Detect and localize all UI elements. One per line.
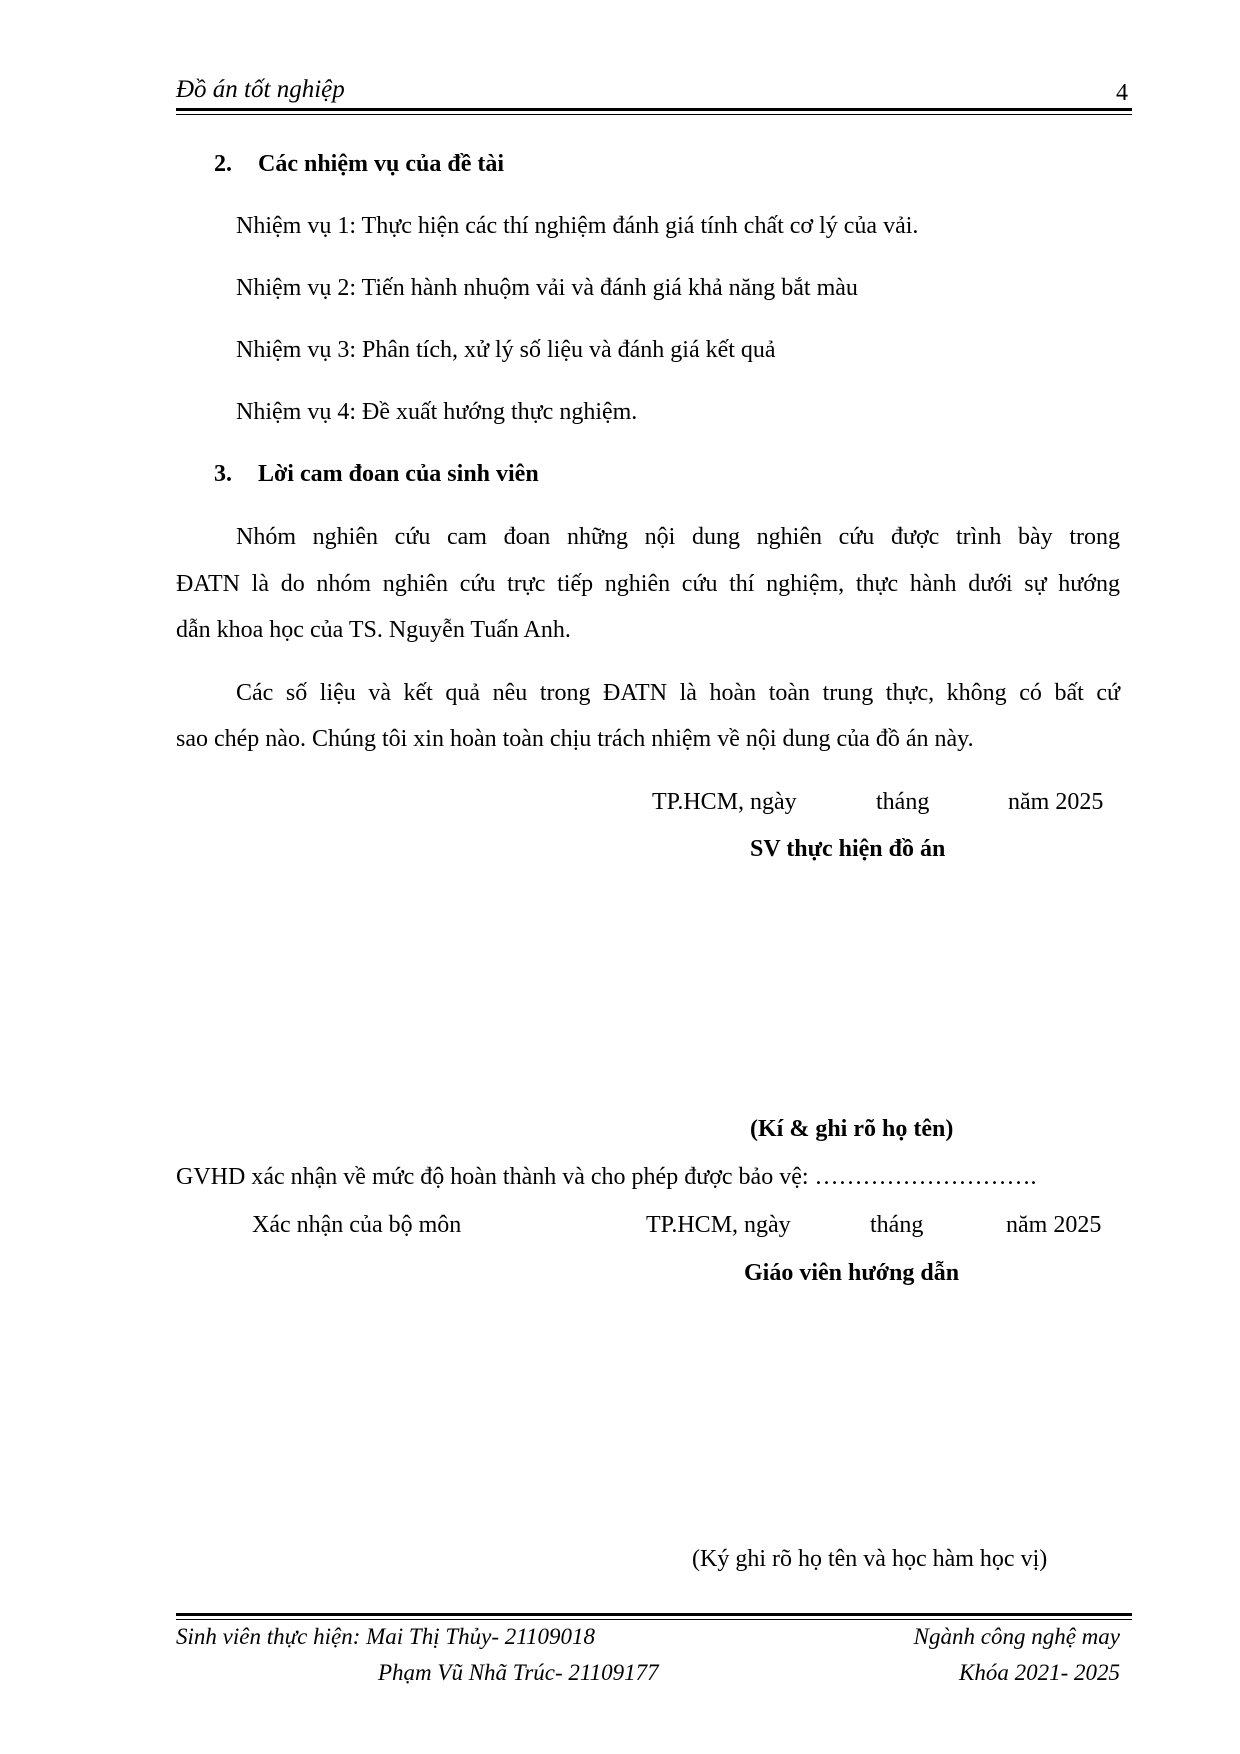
page-number: 4: [1116, 80, 1128, 106]
paragraph-line: dẫn khoa học của TS. Nguyễn Tuấn Anh.: [176, 617, 571, 643]
footer-rule-thick: [176, 1613, 1132, 1616]
task-item: Nhiệm vụ 3: Phân tích, xử lý số liệu và đánh giá kết quả: [236, 337, 776, 363]
footer-students-line2: Phạm Vũ Nhã Trúc- 21109177: [378, 1660, 659, 1685]
footer-cohort: Khóa 2021- 2025: [959, 1660, 1120, 1685]
date-year: năm 2025: [1008, 789, 1104, 815]
footer-students-line1: Sinh viên thực hiện: Mai Thị Thủy- 21109018: [176, 1624, 596, 1649]
section-title: Các nhiệm vụ của đề tài: [258, 151, 504, 177]
signer-role: Giáo viên hướng dẫn: [744, 1260, 960, 1286]
sign-note: (Ký ghi rõ họ tên và học hàm học vị): [692, 1546, 1048, 1572]
date-place: TP.HCM, ngày: [652, 789, 797, 815]
date-year: năm 2025: [1006, 1212, 1102, 1238]
footer-rule-thin: [176, 1619, 1132, 1620]
signer-role: SV thực hiện đồ án: [750, 836, 946, 862]
section-number: 3.: [214, 461, 232, 487]
paragraph-line: ĐATN là do nhóm nghiên cứu trực tiếp nghiên cứu thí nghiệm, thực hành dưới sự hướng: [176, 571, 1120, 597]
date-month: tháng: [870, 1212, 924, 1238]
advisor-statement: GVHD xác nhận về mức độ hoàn thành và cho phép được bảo vệ: ……………………….: [176, 1165, 1037, 1189]
date-place: TP.HCM, ngày: [646, 1212, 791, 1238]
header-rule-thick: [176, 108, 1132, 111]
section-2-heading: [214, 152, 504, 176]
task-item: Nhiệm vụ 2: Tiến hành nhuộm vải và đánh giá khả năng bắt màu: [236, 275, 858, 301]
date-month: tháng: [876, 789, 930, 815]
department-label: Xác nhận của bộ môn: [252, 1212, 462, 1238]
paragraph-line: Nhóm nghiên cứu cam đoan những nội dung nghiên cứu được trình bày trong: [236, 524, 1120, 550]
task-item: Nhiệm vụ 1: Thực hiện các thí nghiệm đánh giá tính chất cơ lý của vải.: [236, 213, 919, 239]
paragraph-line: Các số liệu và kết quả nêu trong ĐATN là hoàn toàn trung thực, không có bất cứ: [236, 680, 1120, 706]
task-item: Nhiệm vụ 4: Đề xuất hướng thực nghiệm.: [236, 399, 638, 425]
header-title: Đồ án tốt nghiệp: [176, 76, 345, 103]
sign-note: (Kí & ghi rõ họ tên): [750, 1116, 954, 1142]
header-rule-thin: [176, 114, 1132, 115]
section-3-heading: [214, 462, 539, 486]
paragraph-line: sao chép nào. Chúng tôi xin hoàn toàn chịu trách nhiệm về nội dung của đồ án này.: [176, 726, 974, 752]
section-title: Lời cam đoan của sinh viên: [258, 461, 539, 487]
footer-major: Ngành công nghệ may: [913, 1624, 1120, 1649]
section-number: 2.: [214, 151, 232, 177]
